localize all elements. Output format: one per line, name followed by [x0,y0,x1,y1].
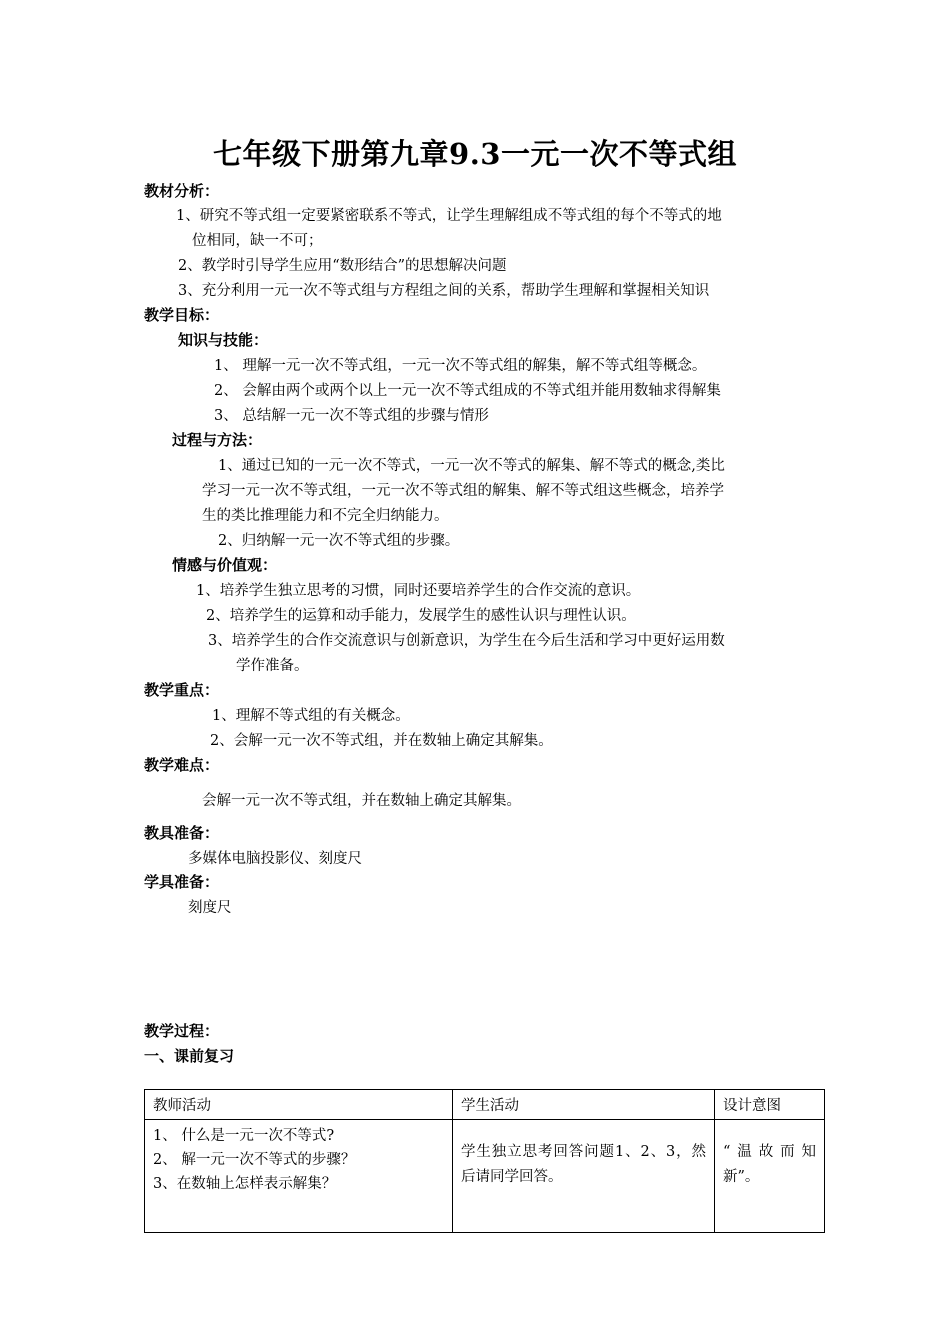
review-table [144,1089,825,1233]
emotion-item: 2、培养学生的运算和动手能力，发展学生的感性认识与理性认识。 [206,608,636,624]
knowledge-item: 3、 总结解一元一次不等式组的步骤与情形 [214,408,489,424]
knowledge-item: 2、 会解由两个或两个以上一元一次不等式组成的不等式组并能用数轴求得解集 [214,383,721,399]
emotion-heading: 情感与价值观： [172,556,278,574]
table-header-intent: 设计意图 [715,1090,825,1120]
student-tools-text: 刻度尺 [188,900,232,916]
material-item: 3、充分利用一元一次不等式组与方程组之间的关系，帮助学生理解和掌握相关知识 [178,283,710,299]
teacher-question: 2、 解一元一次不等式的步骤？ [153,1152,356,1168]
student-tools-heading: 学具准备： [144,873,220,891]
design-intent-cell: “温故而知新”。 [715,1120,825,1233]
teacher-tools-text: 多媒体电脑投影仪、刻度尺 [188,851,362,867]
goals-heading: 教学目标： [144,306,220,324]
key-point-item: 1、理解不等式组的有关概念。 [212,708,410,724]
material-item: 2、教学时引导学生应用“数形结合”的思想解决问题 [178,258,507,274]
knowledge-heading: 知识与技能： [178,331,269,349]
knowledge-item: 1、 理解一元一次不等式组，一元一次不等式组的解集，解不等式组等概念。 [214,358,707,374]
student-activity-cell: 学生独立思考回答问题1、2、3，然后请同学回答。 [453,1120,715,1233]
process-item: 1、通过已知的一元一次不等式，一元一次不等式的解集、解不等式的概念,类比 [218,458,725,474]
emotion-item: 3、培养学生的合作交流意识与创新意识，为学生在今后生活和学习中更好运用数 [208,633,725,649]
table-header-row [145,1090,825,1120]
emotion-item: 学作准备。 [236,658,309,674]
emotion-item: 1、培养学生独立思考的习惯，同时还要培养学生的合作交流的意识。 [196,583,641,599]
process-item: 生的类比推理能力和不完全归纳能力。 [202,508,449,524]
process-item: 学习一元一次不等式组，一元一次不等式组的解集、解不等式组这些概念，培养学 [202,483,724,499]
material-item: 1、研究不等式组一定要紧密联系不等式，让学生理解组成不等式组的每个不等式的地 [176,208,722,224]
teacher-activity-cell [145,1120,453,1233]
material-heading: 教材分析： [144,182,220,200]
difficulties-text: 会解一元一次不等式组，并在数轴上确定其解集。 [202,793,521,809]
teacher-question: 1、 什么是一元一次不等式? [153,1128,335,1144]
table-header-teacher: 教师活动 [145,1090,453,1120]
difficulties-heading: 教学难点： [144,756,220,774]
table-row [145,1120,825,1233]
process-heading: 过程与方法： [172,431,263,449]
teacher-question: 3、在数轴上怎样表示解集？ [153,1176,337,1192]
key-points-heading: 教学重点： [144,681,220,699]
table-header-student: 学生活动 [453,1090,715,1120]
procedure-heading: 教学过程： [144,1022,220,1040]
procedure-subheading: 一、课前复习 [144,1047,235,1065]
page-title: 七年级下册第九章9.3一元一次不等式组 [213,137,737,171]
process-item: 2、归纳解一元一次不等式组的步骤。 [218,533,460,549]
teacher-tools-heading: 教具准备： [144,824,220,842]
key-point-item: 2、会解一元一次不等式组，并在数轴上确定其解集。 [210,733,553,749]
material-item: 位相同，缺一不可； [192,233,323,249]
